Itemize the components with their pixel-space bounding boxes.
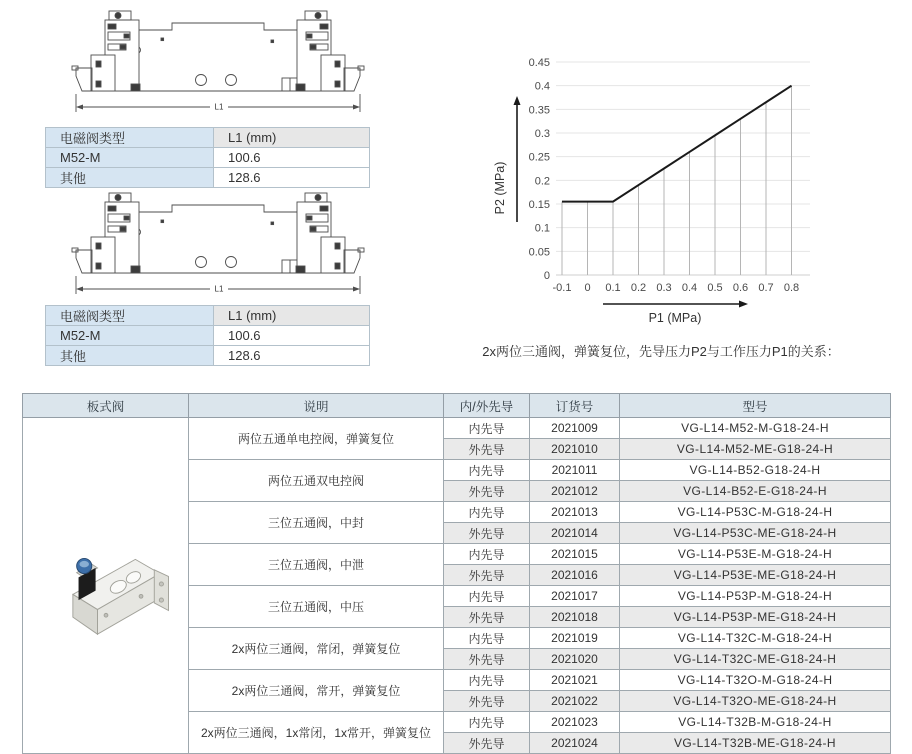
order-no-cell: 2021018 xyxy=(530,607,620,628)
svg-text:0.45: 0.45 xyxy=(528,57,550,69)
description-cell: 两位五通单电控阀，弹簧复位 xyxy=(189,418,444,460)
p1-p2-line-chart xyxy=(470,38,830,332)
model-cell: VG-L14-T32B-M-G18-24-H xyxy=(620,712,891,733)
model-cell: VG-L14-T32C-M-G18-24-H xyxy=(620,628,891,649)
svg-text:0.3: 0.3 xyxy=(534,128,550,140)
parts-header-cell: 型号 xyxy=(620,394,891,418)
svg-text:0.5: 0.5 xyxy=(707,282,723,294)
pilot-cell: 内先导 xyxy=(444,460,530,481)
order-no-cell: 2021013 xyxy=(530,502,620,523)
order-no-cell: 2021020 xyxy=(530,649,620,670)
order-no-cell: 2021023 xyxy=(530,712,620,733)
parts-row xyxy=(23,418,891,439)
model-cell: VG-L14-T32C-ME-G18-24-H xyxy=(620,649,891,670)
parts-header-cell: 内/外先导 xyxy=(444,394,530,418)
model-cell: VG-L14-M52-ME-G18-24-H xyxy=(620,439,891,460)
dim-header-row xyxy=(46,306,370,326)
order-no-cell: 2021009 xyxy=(530,418,620,439)
svg-text:0: 0 xyxy=(584,282,591,294)
model-cell: VG-L14-P53P-M-G18-24-H xyxy=(620,586,891,607)
model-cell: VG-L14-T32B-ME-G18-24-H xyxy=(620,733,891,754)
order-no-cell: 2021022 xyxy=(530,691,620,712)
dim-data-row xyxy=(46,346,370,366)
svg-text:P2 (MPa): P2 (MPa) xyxy=(493,161,507,215)
svg-text:0.3: 0.3 xyxy=(656,282,672,294)
model-cell: VG-L14-T32O-ME-G18-24-H xyxy=(620,691,891,712)
svg-text:L1: L1 xyxy=(214,284,224,294)
pilot-cell: 外先导 xyxy=(444,649,530,670)
parts-header-cell: 订货号 xyxy=(530,394,620,418)
parts-table-wrap xyxy=(22,393,891,754)
dimension-table-1 xyxy=(45,127,370,188)
plate-valve-photo xyxy=(35,513,177,655)
order-no-cell: 2021010 xyxy=(530,439,620,460)
svg-text:0.4: 0.4 xyxy=(681,282,698,294)
product-image-cell xyxy=(23,418,189,754)
order-no-cell: 2021021 xyxy=(530,670,620,691)
pilot-cell: 内先导 xyxy=(444,586,530,607)
model-cell: VG-L14-B52-G18-24-H xyxy=(620,460,891,481)
order-no-cell: 2021015 xyxy=(530,544,620,565)
parts-table xyxy=(22,393,891,754)
dim-value-cell: 100.6 xyxy=(214,326,370,346)
order-no-cell: 2021019 xyxy=(530,628,620,649)
dim-header-cell: L1 (mm) xyxy=(214,306,370,326)
dim-value-cell: 128.6 xyxy=(214,168,370,188)
pilot-cell: 外先导 xyxy=(444,607,530,628)
dim-type-cell: 其他 xyxy=(46,346,214,366)
dim-header-cell: 电磁阀类型 xyxy=(46,306,214,326)
order-no-cell: 2021011 xyxy=(530,460,620,481)
pilot-cell: 外先导 xyxy=(444,691,530,712)
svg-text:0.1: 0.1 xyxy=(534,222,550,235)
parts-header-cell: 说明 xyxy=(189,394,444,418)
svg-text:0.6: 0.6 xyxy=(732,282,749,294)
order-no-cell: 2021016 xyxy=(530,565,620,586)
dim-value-cell: 128.6 xyxy=(214,346,370,366)
order-no-cell: 2021024 xyxy=(530,733,620,754)
svg-text:0.1: 0.1 xyxy=(605,282,621,294)
svg-text:-0.1: -0.1 xyxy=(552,282,572,294)
pilot-cell: 内先导 xyxy=(444,544,530,565)
svg-text:0.8: 0.8 xyxy=(783,282,800,294)
pilot-cell: 内先导 xyxy=(444,712,530,733)
svg-text:0.35: 0.35 xyxy=(528,104,550,117)
svg-text:0.7: 0.7 xyxy=(758,282,774,294)
order-no-cell: 2021012 xyxy=(530,481,620,502)
dim-type-cell: M52-M xyxy=(46,148,214,168)
valve-front-drawing-1 xyxy=(72,10,364,122)
dim-data-row xyxy=(46,326,370,346)
description-cell: 三位五通阀，中泄 xyxy=(189,544,444,586)
model-cell: VG-L14-P53C-ME-G18-24-H xyxy=(620,523,891,544)
description-cell: 三位五通阀，中压 xyxy=(189,586,444,628)
order-no-cell: 2021017 xyxy=(530,586,620,607)
svg-text:0.25: 0.25 xyxy=(528,151,550,164)
pilot-cell: 外先导 xyxy=(444,481,530,502)
dim-type-cell: 其他 xyxy=(46,168,214,188)
dim-header-cell: L1 (mm) xyxy=(214,128,370,148)
svg-text:0.15: 0.15 xyxy=(528,199,550,211)
chart-caption: 2x两位三通阀，弹簧复位，先导压力P2与工作压力P1的关系： xyxy=(482,344,840,359)
pilot-cell: 外先导 xyxy=(444,733,530,754)
svg-text:0.2: 0.2 xyxy=(534,175,550,188)
model-cell: VG-L14-B52-E-G18-24-H xyxy=(620,481,891,502)
parts-header-row xyxy=(23,394,891,418)
pilot-cell: 内先导 xyxy=(444,628,530,649)
description-cell: 2x两位三通阀，1x常闭，1x常开，弹簧复位 xyxy=(189,712,444,754)
dim-header-row xyxy=(46,128,370,148)
svg-text:0: 0 xyxy=(543,270,550,282)
valve-front-drawing-2 xyxy=(72,192,364,304)
pilot-cell: 外先导 xyxy=(444,523,530,544)
dim-value-cell: 100.6 xyxy=(214,148,370,168)
dim-header-cell: 电磁阀类型 xyxy=(46,128,214,148)
description-cell: 三位五通阀，中封 xyxy=(189,502,444,544)
dim-type-cell: M52-M xyxy=(46,326,214,346)
svg-text:0.2: 0.2 xyxy=(630,282,647,294)
svg-text:0.05: 0.05 xyxy=(528,246,550,259)
pilot-cell: 内先导 xyxy=(444,670,530,691)
dim-data-row xyxy=(46,148,370,168)
description-cell: 2x两位三通阀，常闭，弹簧复位 xyxy=(189,628,444,670)
order-no-cell: 2021014 xyxy=(530,523,620,544)
pilot-cell: 外先导 xyxy=(444,565,530,586)
model-cell: VG-L14-P53E-M-G18-24-H xyxy=(620,544,891,565)
svg-text:L1: L1 xyxy=(214,102,224,112)
model-cell: VG-L14-P53P-ME-G18-24-H xyxy=(620,607,891,628)
description-cell: 两位五通双电控阀 xyxy=(189,460,444,502)
dimension-table-2 xyxy=(45,305,370,366)
model-cell: VG-L14-P53C-M-G18-24-H xyxy=(620,502,891,523)
description-cell: 2x两位三通阀，常开，弹簧复位 xyxy=(189,670,444,712)
model-cell: VG-L14-P53E-ME-G18-24-H xyxy=(620,565,891,586)
pilot-cell: 内先导 xyxy=(444,502,530,523)
pilot-cell: 外先导 xyxy=(444,439,530,460)
dim-data-row xyxy=(46,168,370,188)
svg-text:P1 (MPa): P1 (MPa) xyxy=(648,311,702,325)
model-cell: VG-L14-M52-M-G18-24-H xyxy=(620,418,891,439)
parts-header-cell: 板式阀 xyxy=(23,394,189,418)
model-cell: VG-L14-T32O-M-G18-24-H xyxy=(620,670,891,691)
svg-text:0.4: 0.4 xyxy=(534,80,550,93)
pilot-cell: 内先导 xyxy=(444,418,530,439)
